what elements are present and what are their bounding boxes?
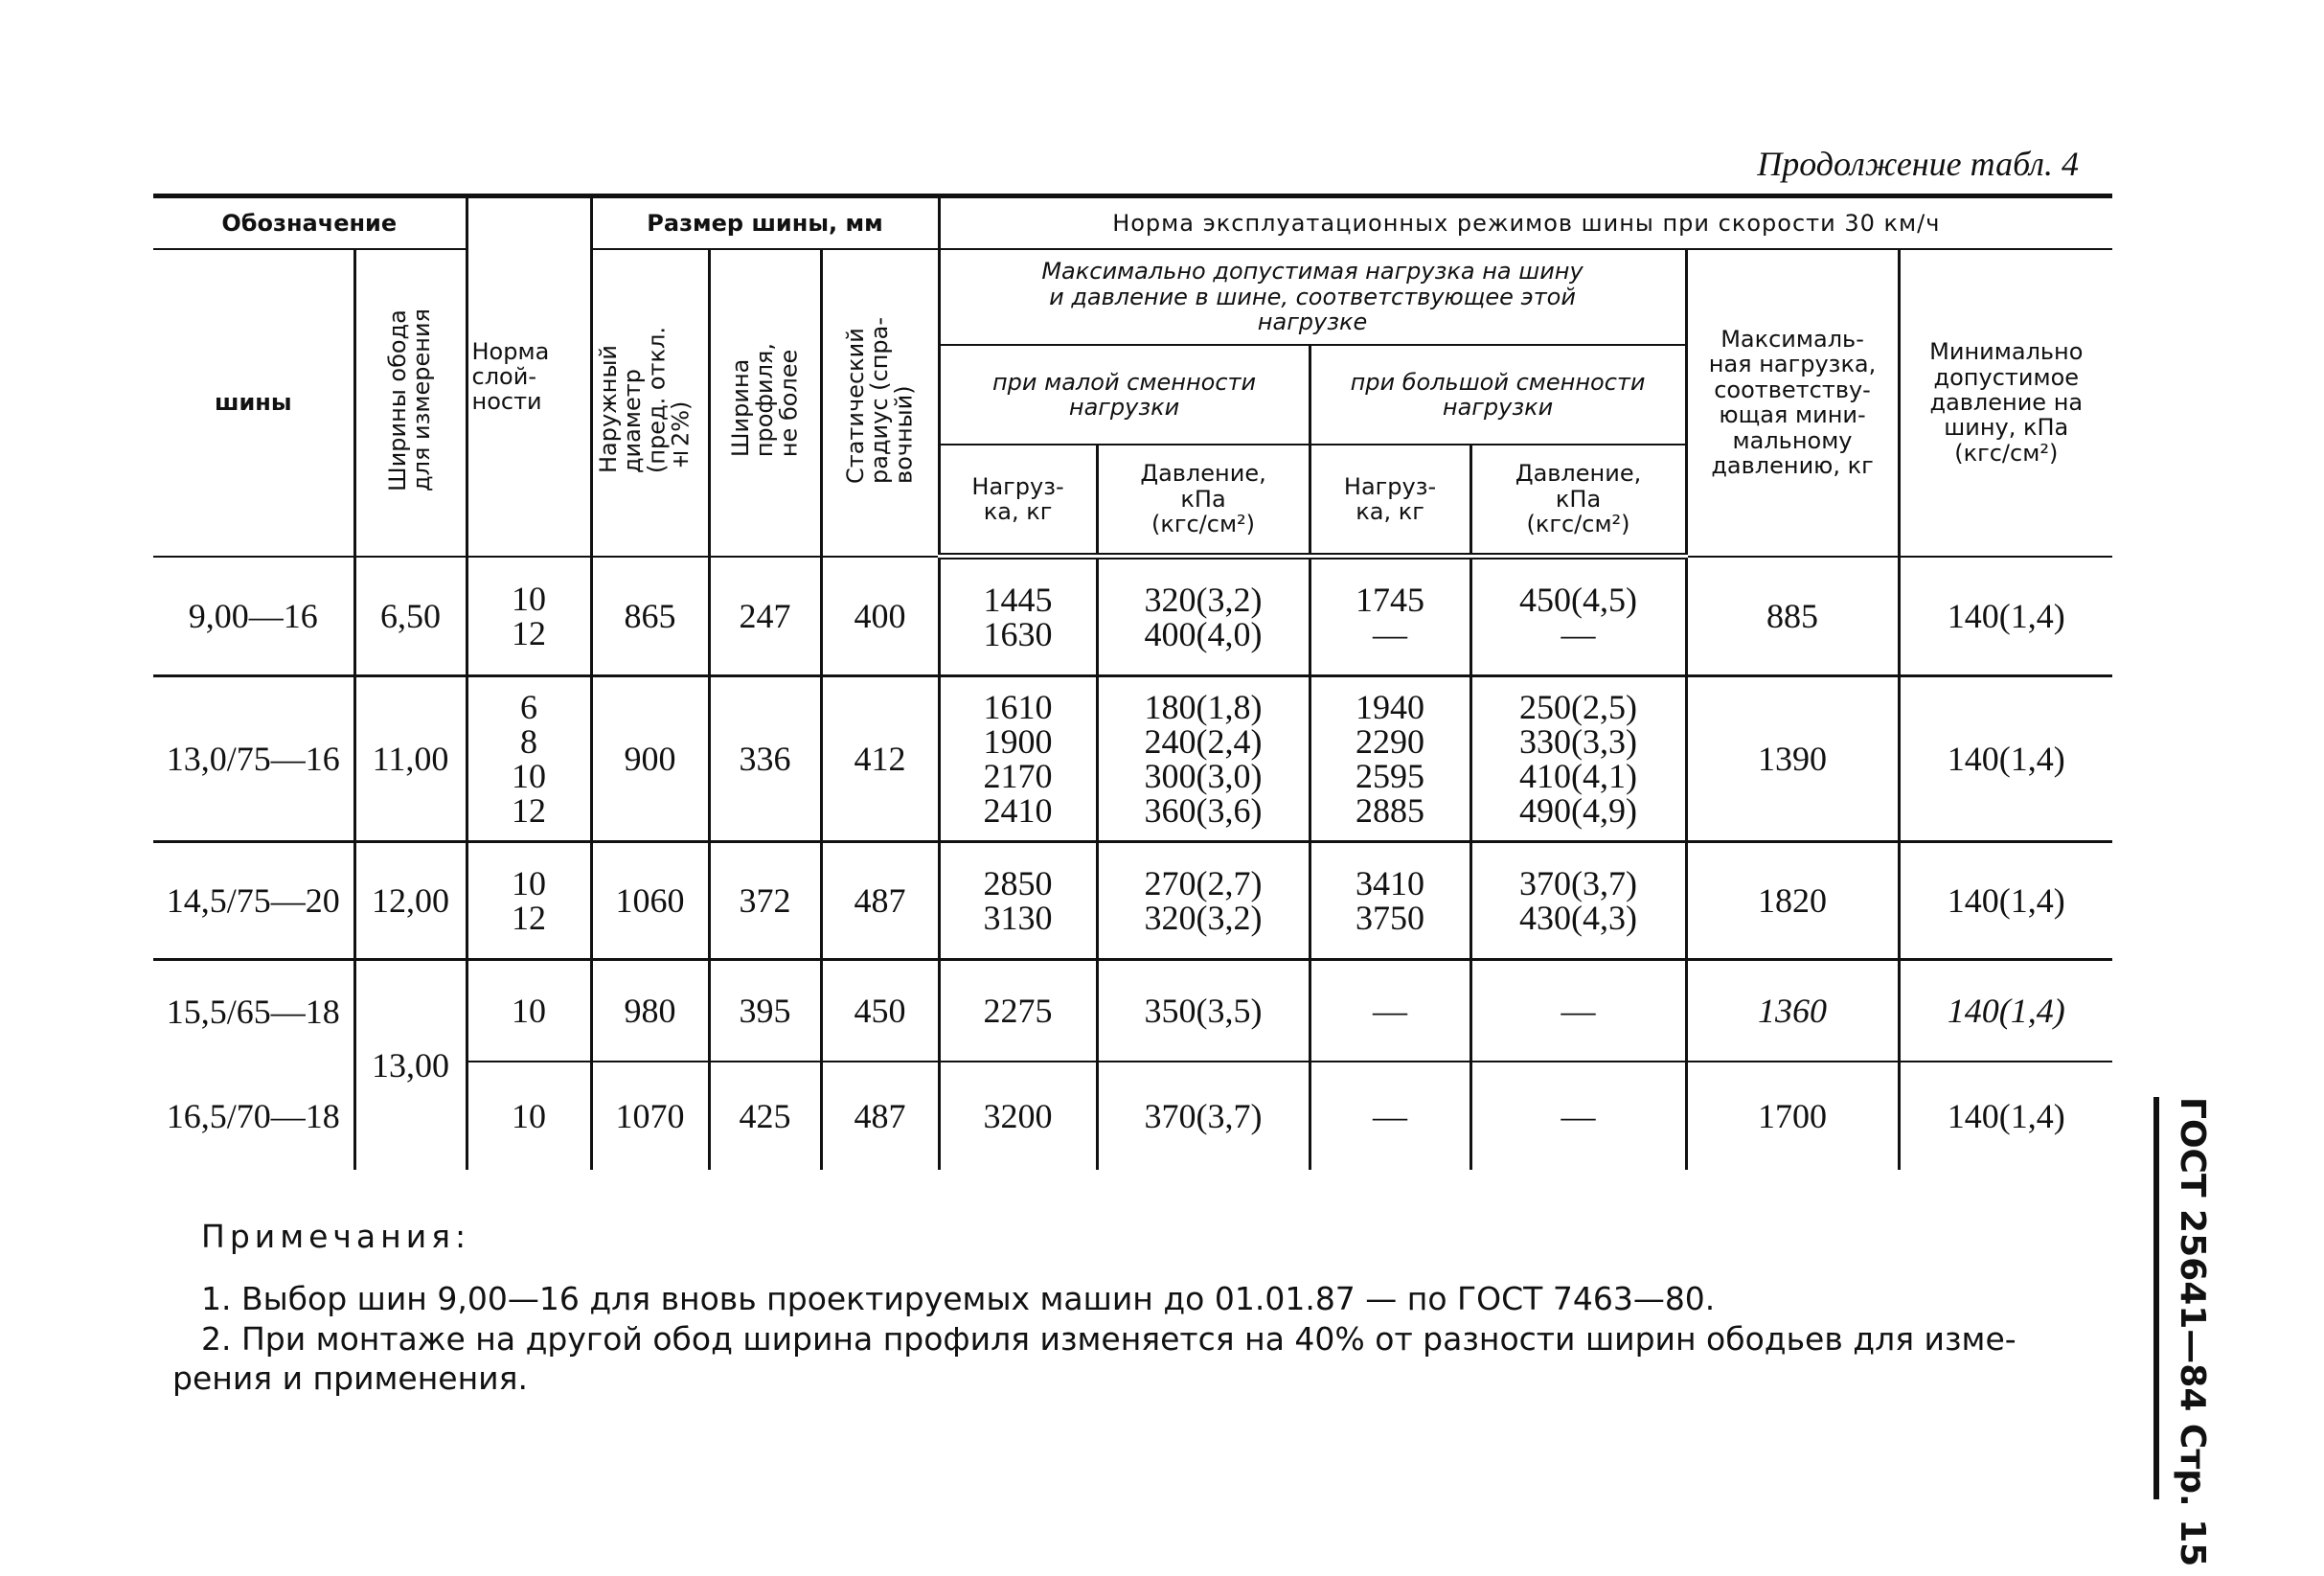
cell-min-pressure: 140(1,4) [1899, 960, 2112, 1062]
cell-high-load: 3410 3750 [1310, 842, 1470, 960]
cell-max-load: 1360 [1686, 960, 1899, 1062]
table-row [153, 676, 2112, 842]
cell-diameter: 865 [591, 557, 709, 676]
note-item-continuation: рения и применения. [172, 1359, 528, 1397]
cell-radius: 450 [821, 960, 939, 1062]
cell-diameter: 900 [591, 676, 709, 842]
cell-min-pressure: 140(1,4) [1899, 676, 2112, 842]
cell-radius: 400 [821, 557, 939, 676]
cell-low-load: 1445 1630 [939, 557, 1097, 676]
cell-high-pressure: 370(3,7) 430(4,3) [1470, 842, 1686, 960]
header-outer-diameter: Наружный диаметр (пред. откл. ±2%) [591, 249, 709, 557]
cell-ply: 10 12 [467, 557, 591, 676]
cell-high-load: 1940 2290 2595 2885 [1310, 676, 1470, 842]
cell-radius: 412 [821, 676, 939, 842]
cell-low-load: 2850 3130 [939, 842, 1097, 960]
table-row [153, 842, 2112, 960]
cell-tire: 15,5/65—18 [153, 960, 354, 1062]
cell-diameter: 980 [591, 960, 709, 1062]
cell-max-load: 1390 [1686, 676, 1899, 842]
header-low-load: Нагруз- ка, кг [939, 445, 1097, 557]
page-side-label [2153, 1097, 2240, 1567]
cell-min-pressure: 140(1,4) [1899, 842, 2112, 960]
cell-max-load: 885 [1686, 557, 1899, 676]
header-high-load: Нагруз- ка, кг [1310, 445, 1470, 557]
header-section-width: Ширина профиля, не более [709, 249, 821, 557]
cell-rim: 13,00 [354, 960, 467, 1171]
cell-ply: 10 12 [467, 842, 591, 960]
header-low-pressure: Давление, кПа (кгс/см²) [1097, 445, 1310, 557]
note-item: 2. При монтаже на другой обод ширина профиля изменяется на 40% от разности ширин ободьев для изме- [201, 1319, 2016, 1358]
cell-tire: 9,00—16 [153, 557, 354, 676]
note-item: 1. Выбор шин 9,00—16 для вновь проектируемых машин до 01.01.87 — по ГОСТ 7463—80. [201, 1280, 1716, 1318]
cell-high-load: 1745 — [1310, 557, 1470, 676]
header-operating-norm: Норма эксплуатационных режимов шины при скорости 30 км/ч [939, 198, 2112, 249]
cell-tire: 14,5/75—20 [153, 842, 354, 960]
cell-min-pressure: 140(1,4) [1899, 1062, 2112, 1170]
cell-ply: 10 [467, 960, 591, 1062]
header-max-load-pressure: Максимально допустимая нагрузка на шину и давление в шине, соответствующее этой нагрузке [939, 249, 1686, 345]
cell-width: 372 [709, 842, 821, 960]
header-ply-rating: Норма слой- ности [467, 198, 591, 557]
cell-high-load: — [1310, 1062, 1470, 1170]
cell-high-pressure: — [1470, 1062, 1686, 1170]
side-rule [2153, 1097, 2159, 1499]
cell-low-load: 2275 [939, 960, 1097, 1062]
cell-min-pressure: 140(1,4) [1899, 557, 2112, 676]
cell-diameter: 1070 [591, 1062, 709, 1170]
cell-width: 425 [709, 1062, 821, 1170]
cell-low-pressure: 370(3,7) [1097, 1062, 1310, 1170]
notes-section [172, 1217, 2079, 1398]
standard-page-number: ГОСТ 25641—84 Стр. 15 [2173, 1097, 2212, 1567]
header-static-radius: Статический радиус (спра- вочный) [821, 249, 939, 557]
cell-width: 395 [709, 960, 821, 1062]
cell-rim: 11,00 [354, 676, 467, 842]
cell-width: 247 [709, 557, 821, 676]
cell-tire: 16,5/70—18 [153, 1062, 354, 1170]
header-rim-width: Ширины обода для измерения [354, 249, 467, 557]
cell-low-pressure: 270(2,7) 320(3,2) [1097, 842, 1310, 960]
cell-low-pressure: 350(3,5) [1097, 960, 1310, 1062]
notes-title: Примечания: [201, 1218, 471, 1255]
header-min-pressure: Минимально допустимое давление на шину, кПа (кгс/см²) [1899, 249, 2112, 557]
tire-table [153, 198, 2112, 1170]
cell-ply: 10 [467, 1062, 591, 1170]
cell-high-pressure: 250(2,5) 330(3,3) 410(4,1) 490(4,9) [1470, 676, 1686, 842]
table-row [153, 557, 2112, 676]
header-tire: шины [153, 249, 354, 557]
header-designation: Обозначение [153, 198, 467, 249]
cell-high-load: — [1310, 960, 1470, 1062]
cell-max-load: 1820 [1686, 842, 1899, 960]
cell-high-pressure: 450(4,5) — [1470, 557, 1686, 676]
cell-diameter: 1060 [591, 842, 709, 960]
cell-low-pressure: 320(3,2) 400(4,0) [1097, 557, 1310, 676]
cell-low-load: 1610 1900 2170 2410 [939, 676, 1097, 842]
cell-ply: 6 8 10 12 [467, 676, 591, 842]
cell-low-load: 3200 [939, 1062, 1097, 1170]
cell-max-load: 1700 [1686, 1062, 1899, 1170]
table-caption: Продолжение табл. 4 [1757, 145, 2079, 183]
cell-radius: 487 [821, 1062, 939, 1170]
header-tire-size: Размер шины, мм [591, 198, 939, 249]
header-high-shift: при большой сменности нагрузки [1310, 345, 1686, 445]
header-low-shift: при малой сменности нагрузки [939, 345, 1310, 445]
cell-tire: 13,0/75—16 [153, 676, 354, 842]
cell-radius: 487 [821, 842, 939, 960]
table-row [153, 960, 2112, 1062]
cell-low-pressure: 180(1,8) 240(2,4) 300(3,0) 360(3,6) [1097, 676, 1310, 842]
cell-width: 336 [709, 676, 821, 842]
header-max-load-min-pressure: Максималь- ная нагрузка, соответству- ющая мини- мальному давлению, кг [1686, 249, 1899, 557]
header-high-pressure: Давление, кПа (кгс/см²) [1470, 445, 1686, 557]
cell-high-pressure: — [1470, 960, 1686, 1062]
cell-rim: 6,50 [354, 557, 467, 676]
cell-rim: 12,00 [354, 842, 467, 960]
